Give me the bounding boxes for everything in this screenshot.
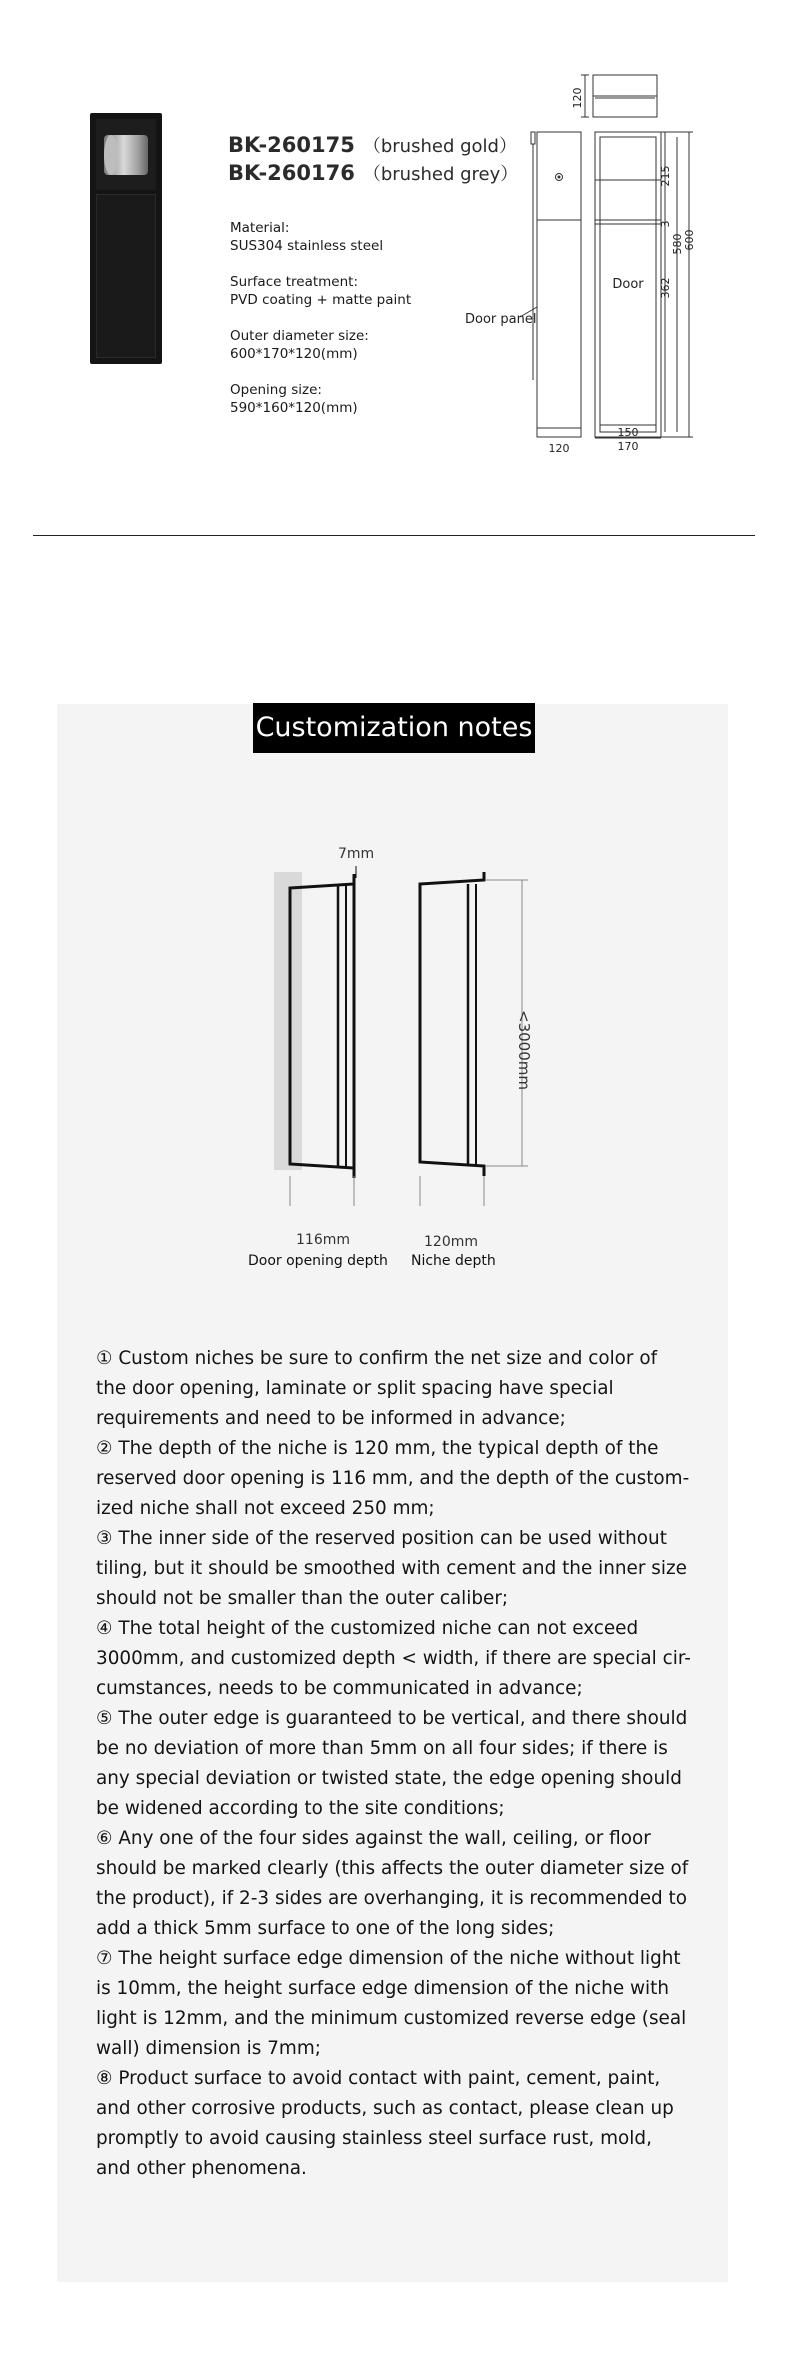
model-code: BK-260175 — [228, 133, 355, 157]
note-line: the door opening, laminate or split spacing have special — [96, 1378, 614, 1399]
spec-value: SUS304 stainless steel — [230, 238, 384, 254]
note-line: any special deviation or twisted state, the edge opening should — [96, 1768, 682, 1789]
note-line: 3000mm, and customized depth < width, if there are special cir- — [96, 1648, 691, 1669]
door-panel-label: Door panel — [465, 312, 537, 327]
dim-150: 150 — [617, 426, 639, 439]
note-line: light is 12mm, and the minimum customized reverse edge (seal — [96, 2008, 687, 2029]
note-line: ⑦ The height surface edge dimension of the niche without light — [96, 1948, 681, 1969]
note-line: and other corrosive products, such as contact, please clean up — [96, 2098, 674, 2119]
dim-170: 170 — [617, 440, 639, 453]
spec-label: Surface treatment: — [230, 274, 358, 290]
notes-list — [96, 1344, 696, 2184]
spec-value: 590*160*120(mm) — [230, 400, 358, 416]
section-divider — [33, 535, 755, 536]
spec-label: Material: — [230, 220, 290, 236]
note-line: ized niche shall not exceed 250 mm; — [96, 1498, 435, 1519]
note-line: ⑧ Product surface to avoid contact with paint, cement, paint, — [96, 2068, 661, 2089]
note-line: ⑥ Any one of the four sides against the wall, ceiling, or floor — [96, 1828, 651, 1849]
note-line: ⑤ The outer edge is guaranteed to be vertical, and there should — [96, 1708, 688, 1729]
note-line: the product), if 2-3 sides are overhanging, it is recommended to — [96, 1888, 688, 1909]
niche-depth-label: Niche depth — [411, 1253, 496, 1269]
note-line: ② The depth of the niche is 120 mm, the typical depth of the — [96, 1438, 659, 1459]
niche-diagram — [260, 860, 540, 1180]
dim-600: 600 — [683, 229, 696, 251]
note-line: is 10mm, the height surface edge dimension of the niche with — [96, 1978, 670, 1999]
dim-215: 215 — [659, 165, 672, 187]
note-line: promptly to avoid causing stainless steel surface rust, mold, — [96, 2128, 652, 2149]
note-line: ④ The total height of the customized niche can not exceed — [96, 1618, 639, 1639]
spec-label: Outer diameter size: — [230, 328, 369, 344]
note-line: be no deviation of more than 5mm on all four sides; if there is — [96, 1738, 668, 1759]
freestanding-niche — [420, 872, 484, 1176]
paper-roll-end — [104, 135, 118, 175]
edge-dimension: 7mm — [338, 846, 375, 862]
note-line: and other phenomena. — [96, 2158, 307, 2179]
wall-section — [274, 872, 302, 1170]
note-line: requirements and need to be informed in advance; — [96, 1408, 566, 1429]
spec-outer-size — [230, 327, 369, 363]
notes-title: Customization notes — [253, 703, 535, 753]
door-depth-label: Door opening depth — [248, 1253, 388, 1269]
note-line: reserved door opening is 116 mm, and the depth of the custom- — [96, 1468, 690, 1489]
product-photo — [90, 113, 162, 364]
spec-value: 600*170*120(mm) — [230, 346, 358, 362]
note-line: should be marked clearly (this affects the outer diameter size of — [96, 1858, 689, 1879]
height-limit: <3000mm — [515, 1010, 533, 1090]
note-line: tiling, but it should be smoothed with cement and the inner size — [96, 1558, 687, 1579]
dim-3: 3 — [659, 220, 672, 228]
note-line: ① Custom niches be sure to confirm the net size and color of — [96, 1348, 658, 1369]
dim-580: 580 — [671, 233, 684, 255]
niche-depth-value: 120mm — [424, 1234, 478, 1250]
model-variant: （brushed gold） — [362, 136, 517, 157]
spec-material — [230, 219, 383, 255]
note-line: add a thick 5mm surface to one of the long sides; — [96, 1918, 555, 1939]
spec-surface — [230, 273, 411, 309]
note-line: cumstances, needs to be communicated in advance; — [96, 1678, 583, 1699]
dim-side-depth: 120 — [548, 442, 570, 455]
door-panel-photo — [96, 194, 156, 358]
note-line: should not be smaller than the outer caliber; — [96, 1588, 509, 1609]
note-line: wall) dimension is 7mm; — [96, 2038, 321, 2059]
technical-drawing — [425, 60, 725, 455]
spec-opening-size — [230, 381, 358, 417]
note-line: ③ The inner side of the reserved position can be used without — [96, 1528, 667, 1549]
note-line: be widened according to the site conditions; — [96, 1798, 505, 1819]
model-variant: （brushed grey） — [362, 164, 519, 185]
door-label: Door — [612, 277, 644, 292]
dim-362: 362 — [659, 277, 672, 299]
dim-top-depth: 120 — [571, 87, 584, 109]
spec-value: PVD coating + matte paint — [230, 292, 412, 308]
door-depth-value: 116mm — [296, 1232, 350, 1248]
spec-label: Opening size: — [230, 382, 322, 398]
model-code: BK-260176 — [228, 161, 355, 185]
